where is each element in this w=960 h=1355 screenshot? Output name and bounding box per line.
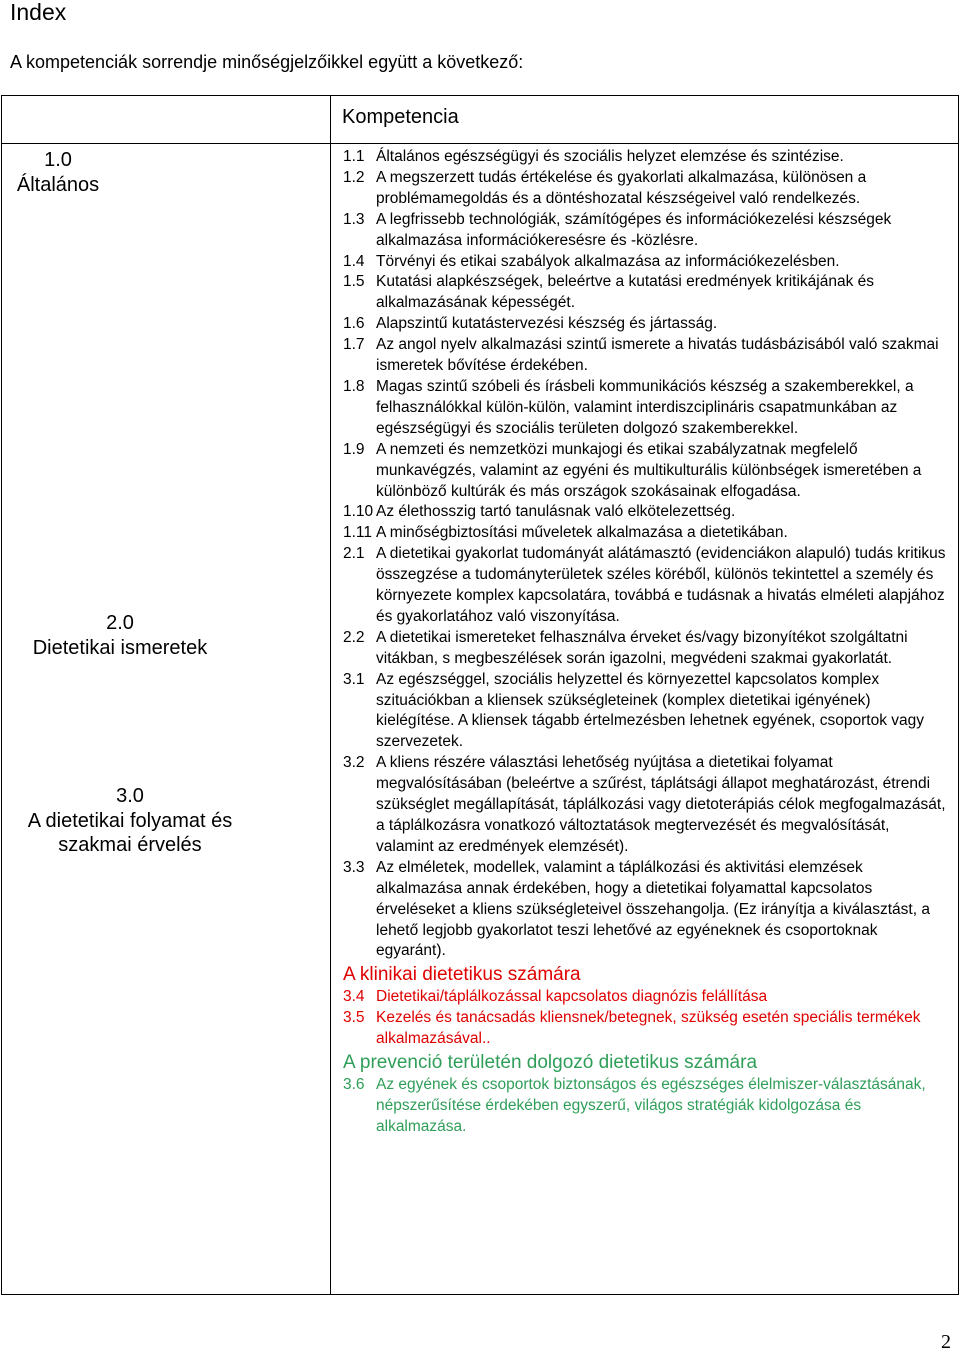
item-number: 1.1: [343, 148, 365, 165]
item-text: Az egyének és csoportok biztonságos és egészséges élelmiszer-választásának, népszerűsítése érdekében egyszerű, világos stratégiák kidolgozása és alkalmazása.: [376, 1076, 926, 1135]
group-column: [2, 144, 331, 1295]
competency-item-1-3: [343, 210, 950, 252]
competency-item-1-5: [343, 272, 950, 314]
group-2-label: [2, 611, 238, 660]
group-2-number: 2.0: [106, 612, 134, 634]
item-text: Kezelés és tanácsadás kliensnek/betegnek, szükség esetén speciális termékek alkalmazásával..: [376, 1009, 921, 1048]
competency-item-3-5: [343, 1008, 950, 1050]
item-number: 3.5: [343, 1009, 365, 1027]
group-2-title: Dietetikai ismeretek: [32, 636, 208, 659]
item-number: 2.1: [343, 545, 365, 563]
item-number: 1.3: [343, 210, 365, 228]
item-text: Általános egészségügyi és szociális helyzet elemzése és szintézise.: [376, 148, 844, 165]
prevention-heading: A prevenció területén dolgozó dietetikus számára: [343, 1052, 758, 1074]
group-3-title-line1: A dietetikai folyamat és: [27, 809, 233, 832]
competency-item-3-3: [343, 858, 950, 963]
item-number: 1.8: [343, 377, 365, 395]
document-title: Index: [10, 0, 67, 25]
item-text: Az angol nyelv alkalmazási szintű ismerete a hivatás tudásbázisából való szakmai ismeretek bővítése érdekében.: [376, 336, 939, 375]
group-1-label: [2, 148, 114, 197]
competency-item-1-1: [343, 147, 950, 168]
item-number: 3.1: [343, 670, 365, 688]
item-number: 2.2: [343, 628, 365, 646]
clinical-heading: A klinikai dietetikus számára: [343, 964, 581, 986]
competency-item-3-6: [343, 1075, 950, 1138]
group-3-label: [2, 784, 258, 858]
competency-item-1-2: [343, 168, 950, 210]
group-3-number: 3.0: [116, 785, 144, 807]
table-header-row: [2, 96, 959, 144]
item-text: Kutatási alapkészségek, beleértve a kutatási eredmények kritikájának és alkalmazásának képességét.: [376, 273, 874, 312]
item-number: 3.2: [343, 754, 365, 772]
item-text: Az egészséggel, szociális helyzettel és környezettel kapcsolatos komplex szituációkban a kliensek szükségleteinek (komplex dietetikai igényének) kielégítése. A kliensek tágabb értelmezésben lehetnek egyének, csoportok vagy szervezetek.: [376, 670, 925, 751]
group-1-title: Általános: [16, 173, 100, 196]
item-text: Dietetikai/táplálkozással kapcsolatos diagnózis felállítása: [376, 988, 768, 1006]
item-number: 3.3: [343, 858, 365, 876]
item-number: 1.5: [343, 273, 365, 291]
item-number: 1.7: [343, 336, 365, 354]
item-text: A dietetikai gyakorlat tudományát alátámasztó (evidenciákon alapuló) tudás kritikus összegzése a tudományterületek széles köréből, különös tekintettel a személy és környezete komplex kapcsolatára, továbbá e tudásnak a hivatás elméleti alapjához és gyakorlatához való viszonyítása.: [376, 545, 946, 625]
competency-item-1-8: [343, 377, 950, 440]
item-number: 1.11: [343, 524, 373, 542]
item-number: 1.6: [343, 315, 365, 333]
table-body-row: [2, 144, 959, 1295]
competency-item-1-6: [343, 314, 950, 335]
item-number: 1.4: [343, 252, 365, 270]
item-number: 1.9: [343, 440, 365, 458]
competency-item-1-7: [343, 335, 950, 377]
item-text: A megszerzett tudás értékelése és gyakorlati alkalmazása, különösen a problémamegoldás és a döntéshozatal készségeivel való rendelkezés.: [376, 168, 867, 207]
item-text: Alapszintű kutatástervezési készség és jártasság.: [376, 315, 718, 333]
item-text: Az elméletek, modellek, valamint a táplálkozási és aktivitási elemzések alkalmazása annak érdekében, hogy a dietetikai folyamattal kapcsolatos érveléseket a kliens szükségleteivel összehangolja. (Ez irányítja a kiválasztást, a lehető legjobb gyakorlatot teszi lehetővé az egyéneknek és csoportoknak egyaránt).: [376, 858, 930, 960]
competency-item-2-2: [343, 628, 950, 670]
item-text: A dietetikai ismereteket felhasználva érveket és/vagy bizonyítékot szolgáltatni vitákban, s megbeszélések során igazolni, megvédeni szakmai gyakorlatát.: [376, 628, 908, 667]
item-text: A kliens részére választási lehetőség nyújtása a dietetikai folyamat megvalósításában (beleértve a szűrést, táplátsági állapot meghatározást, étrendi szükséglet megállapítását, táplálkozási vagy dietoterápiás célok megfogalmazását, a táplálkozásra vonatkozó változtatások megtervezését és megvalósítását, valamint az eredmények elemzését).: [376, 754, 946, 855]
competency-item-1-9: [343, 440, 950, 503]
competency-item-3-4: [343, 987, 950, 1008]
item-text: Törvényi és etikai szabályok alkalmazása az információkezelésben.: [376, 252, 840, 270]
competency-list: [331, 144, 958, 1138]
page-number: 2: [941, 1331, 951, 1353]
header-cell: [331, 96, 959, 144]
item-number: 3.6: [343, 1076, 365, 1094]
competency-column: [331, 144, 959, 1295]
group-3-title-line2: szakmai érvelés: [58, 834, 202, 856]
item-text: Az élethosszig tartó tanulásnak való elkötelezettség.: [376, 503, 736, 521]
intro-text: A kompetenciák sorrendje minőségjelzőikkel együtt a következő:: [10, 52, 524, 72]
item-text: Magas szintű szóbeli és írásbeli kommunikációs készség a szakemberekkel, a felhasználókkal külön-külön, valamint interdiszciplináris csapatmunkában az egészségügyi és szociális területen dolgozó szakemberekkel.: [376, 377, 914, 437]
competency-item-1-11: [343, 523, 950, 544]
item-number: 1.10: [343, 503, 374, 521]
competency-item-3-1: [343, 670, 950, 754]
competency-item-1-4: [343, 252, 950, 273]
competency-item-2-1: [343, 544, 950, 628]
item-number: 1.2: [343, 168, 365, 186]
header-competency: Kompetencia: [342, 106, 459, 128]
item-text: A nemzeti és nemzetközi munkajogi és etikai szabályzatnak megfelelő munkavégzés, valamint az egyéni és multikulturális különbségek ismeretében a különböző kultúrák és más országok szokásainak elfogadása.: [376, 440, 922, 500]
competency-table: [1, 95, 959, 1295]
group-1-number: 1.0: [44, 149, 72, 171]
competency-item-3-2: [343, 753, 950, 858]
header-empty-cell: [2, 96, 331, 144]
item-text: A minőségbiztosítási műveletek alkalmazása a dietetikában.: [376, 524, 788, 542]
competency-item-1-10: [343, 502, 950, 523]
item-number: 3.4: [343, 988, 365, 1006]
item-text: A legfrissebb technológiák, számítógépes és információkezelési készségek alkalmazása információkeresésre és -közlésre.: [376, 210, 892, 249]
